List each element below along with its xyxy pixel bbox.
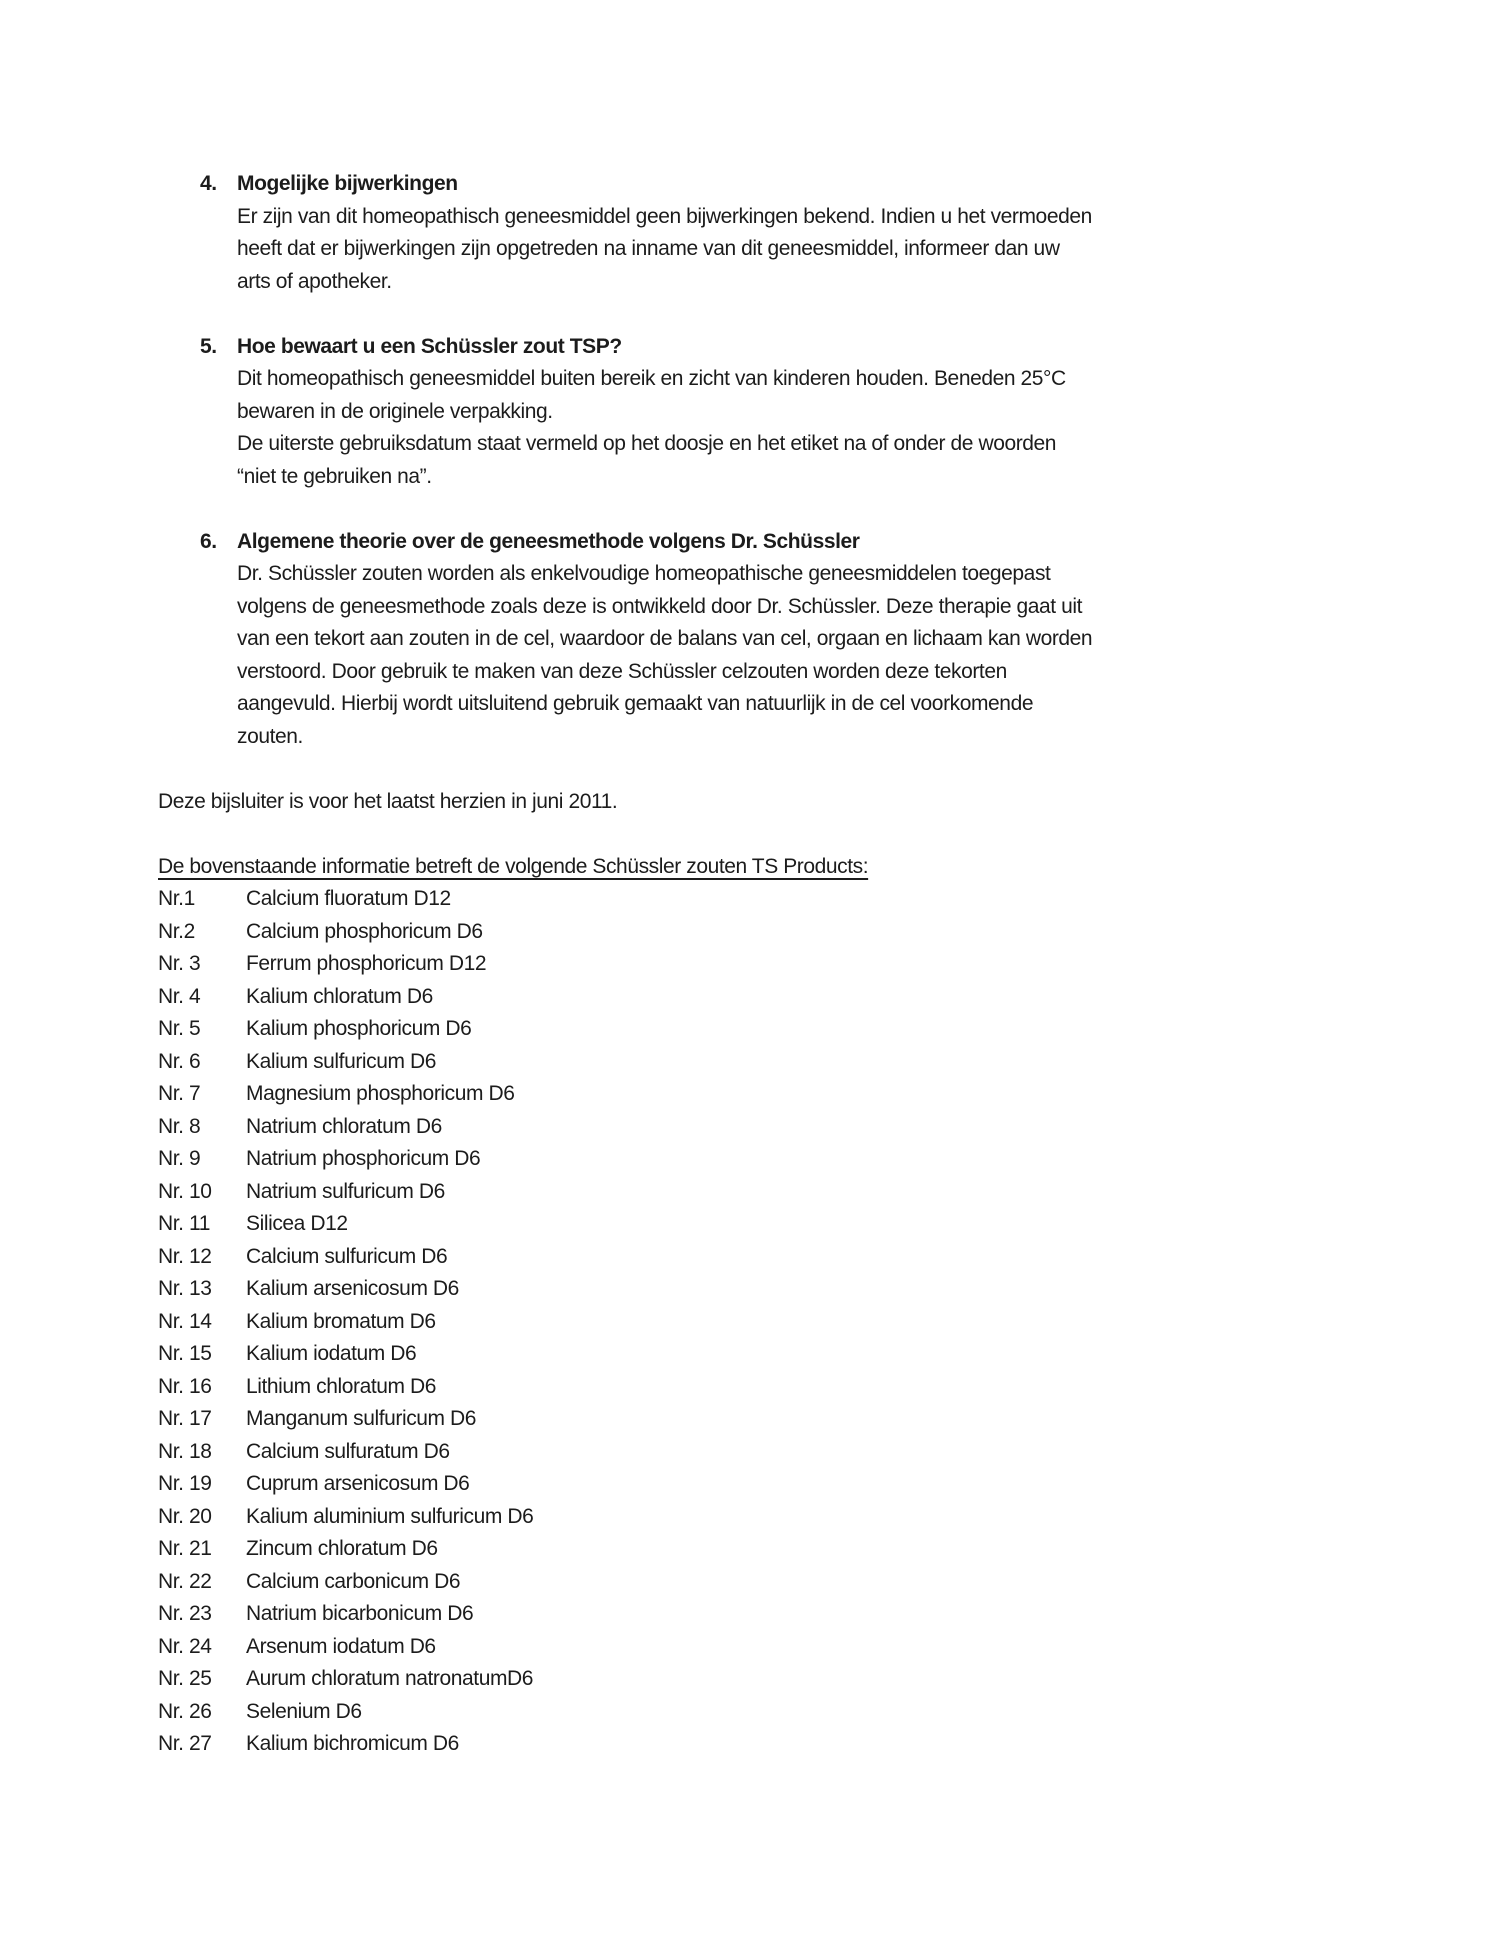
section-body xyxy=(237,201,1454,299)
product-row xyxy=(158,1046,1454,1079)
product-name: Kalium bromatum D6 xyxy=(246,1309,436,1333)
product-number: Nr. 22 xyxy=(158,1569,212,1593)
body-line: aangevuld. Hierbij wordt uitsluitend gebruik gemaakt van natuurlijk in de cel voorkomende xyxy=(237,692,1034,715)
product-row xyxy=(158,981,1454,1014)
section-heading xyxy=(158,331,1454,364)
section-title: Algemene theorie over de geneesmethode volgens Dr. Schüssler xyxy=(237,529,860,553)
product-name: Kalium chloratum D6 xyxy=(246,984,433,1008)
product-name: Natrium phosphoricum D6 xyxy=(246,1147,481,1170)
body-line: Er zijn van dit homeopathisch geneesmiddel geen bijwerkingen bekend. Indien u het vermoeden xyxy=(237,204,1092,228)
product-name: Manganum sulfuricum D6 xyxy=(246,1407,477,1430)
product-name: Natrium bicarbonicum D6 xyxy=(246,1602,474,1625)
body-line: De uiterste gebruiksdatum staat vermeld op het doosje en het etiket na of onder de woorden xyxy=(237,432,1057,455)
body-line: “niet te gebruiken na”. xyxy=(237,464,432,488)
body-line: volgens de geneesmethode zoals deze is ontwikkeld door Dr. Schüssler. Deze therapie gaat uit xyxy=(237,594,1083,618)
body-line: zouten. xyxy=(237,724,303,748)
products-list-heading: De bovenstaande informatie betreft de volgende Schüssler zouten TS Products: xyxy=(158,854,869,878)
product-row xyxy=(158,1663,1454,1696)
product-name: Kalium bichromicum D6 xyxy=(246,1732,459,1755)
product-number: Nr.2 xyxy=(158,919,195,943)
body-line: bewaren in de originele verpakking. xyxy=(237,399,553,423)
section-6-algemene-theorie xyxy=(158,526,1454,754)
product-row xyxy=(158,1468,1454,1501)
product-row xyxy=(158,1501,1454,1534)
product-row xyxy=(158,916,1454,949)
product-number: Nr. 17 xyxy=(158,1407,212,1430)
product-number: Nr. 25 xyxy=(158,1667,212,1690)
product-number: Nr. 21 xyxy=(158,1537,212,1560)
product-row xyxy=(158,1696,1454,1729)
body-line: heeft dat er bijwerkingen zijn opgetreden na inname van dit geneesmiddel, informeer dan uw xyxy=(237,237,1060,260)
product-name: Calcium fluoratum D12 xyxy=(246,887,451,910)
product-row xyxy=(158,1566,1454,1599)
product-name: Calcium phosphoricum D6 xyxy=(246,919,483,943)
product-number: Nr. 16 xyxy=(158,1374,212,1398)
product-row xyxy=(158,1208,1454,1241)
product-number: Nr. 6 xyxy=(158,1049,201,1073)
section-number: 4. xyxy=(200,172,217,195)
product-name: Zincum chloratum D6 xyxy=(246,1537,438,1560)
product-number: Nr. 9 xyxy=(158,1147,201,1170)
product-number: Nr. 15 xyxy=(158,1342,212,1365)
product-row xyxy=(158,1241,1454,1274)
product-name: Calcium sulfuricum D6 xyxy=(246,1244,448,1268)
product-row xyxy=(158,1371,1454,1404)
section-body xyxy=(237,363,1454,493)
product-number: Nr. 14 xyxy=(158,1309,212,1333)
product-name: Magnesium phosphoricum D6 xyxy=(246,1082,515,1105)
product-name: Natrium sulfuricum D6 xyxy=(246,1179,445,1203)
product-number: Nr. 4 xyxy=(158,984,201,1008)
product-number: Nr. 24 xyxy=(158,1634,212,1658)
product-row xyxy=(158,883,1454,916)
product-number: Nr.1 xyxy=(158,887,195,910)
product-number: Nr. 7 xyxy=(158,1082,201,1105)
product-row xyxy=(158,1078,1454,1111)
body-line: verstoord. Door gebruik te maken van deze Schüssler celzouten worden deze tekorten xyxy=(237,659,1007,683)
product-name: Lithium chloratum D6 xyxy=(246,1374,437,1398)
body-line: Dr. Schüssler zouten worden als enkelvoudige homeopathische geneesmiddelen toegepast xyxy=(237,562,1051,585)
product-number: Nr. 19 xyxy=(158,1472,212,1495)
product-row xyxy=(158,1176,1454,1209)
product-name: Kalium iodatum D6 xyxy=(246,1342,417,1365)
product-name: Kalium phosphoricum D6 xyxy=(246,1017,472,1040)
section-number: 5. xyxy=(200,334,217,358)
product-name: Calcium carbonicum D6 xyxy=(246,1569,461,1593)
product-name: Arsenum iodatum D6 xyxy=(246,1634,436,1658)
product-number: Nr. 23 xyxy=(158,1602,212,1625)
product-row xyxy=(158,1111,1454,1144)
product-row xyxy=(158,1533,1454,1566)
product-name: Selenium D6 xyxy=(246,1699,362,1723)
document-content xyxy=(158,168,1454,1761)
body-line: Dit homeopathisch geneesmiddel buiten bereik en zicht van kinderen houden. Beneden 25°C xyxy=(237,367,1066,390)
product-number: Nr. 5 xyxy=(158,1017,201,1040)
product-name: Ferrum phosphoricum D12 xyxy=(246,952,487,975)
product-number: Nr. 27 xyxy=(158,1732,212,1755)
product-name: Silicea D12 xyxy=(246,1212,348,1235)
product-number: Nr. 20 xyxy=(158,1504,212,1528)
product-number: Nr. 13 xyxy=(158,1277,212,1300)
section-number: 6. xyxy=(200,529,217,553)
product-name: Calcium sulfuratum D6 xyxy=(246,1439,450,1463)
section-heading xyxy=(158,168,1454,201)
product-row xyxy=(158,1273,1454,1306)
body-line: arts of apotheker. xyxy=(237,269,392,293)
product-row xyxy=(158,1436,1454,1469)
product-row xyxy=(158,1306,1454,1339)
product-number: Nr. 10 xyxy=(158,1179,212,1203)
product-number: Nr. 18 xyxy=(158,1439,212,1463)
section-title: Mogelijke bijwerkingen xyxy=(237,172,458,195)
product-number: Nr. 26 xyxy=(158,1699,212,1723)
product-row xyxy=(158,948,1454,981)
product-name: Natrium chloratum D6 xyxy=(246,1114,442,1138)
revision-note: Deze bijsluiter is voor het laatst herzien in juni 2011. xyxy=(158,789,618,813)
products-list xyxy=(158,883,1454,1761)
product-number: Nr. 3 xyxy=(158,952,201,975)
product-name: Kalium arsenicosum D6 xyxy=(246,1277,459,1300)
product-name: Cuprum arsenicosum D6 xyxy=(246,1472,470,1495)
product-row xyxy=(158,1631,1454,1664)
product-row xyxy=(158,1598,1454,1631)
section-heading xyxy=(158,526,1454,559)
body-line: van een tekort aan zouten in de cel, waardoor de balans van cel, orgaan en lichaam kan worden xyxy=(237,627,1093,650)
product-row xyxy=(158,1403,1454,1436)
section-title: Hoe bewaart u een Schüssler zout TSP? xyxy=(237,334,622,358)
product-name: Kalium sulfuricum D6 xyxy=(246,1049,436,1073)
product-row xyxy=(158,1143,1454,1176)
product-number: Nr. 8 xyxy=(158,1114,201,1138)
product-number: Nr. 11 xyxy=(158,1212,210,1235)
product-number: Nr. 12 xyxy=(158,1244,212,1268)
section-4-mogelijke-bijwerkingen xyxy=(158,168,1454,298)
product-name: Kalium aluminium sulfuricum D6 xyxy=(246,1504,534,1528)
product-row xyxy=(158,1338,1454,1371)
section-5-hoe-bewaart xyxy=(158,331,1454,494)
section-body xyxy=(237,558,1454,753)
product-row xyxy=(158,1728,1454,1761)
product-name: Aurum chloratum natronatumD6 xyxy=(246,1667,534,1690)
product-row xyxy=(158,1013,1454,1046)
